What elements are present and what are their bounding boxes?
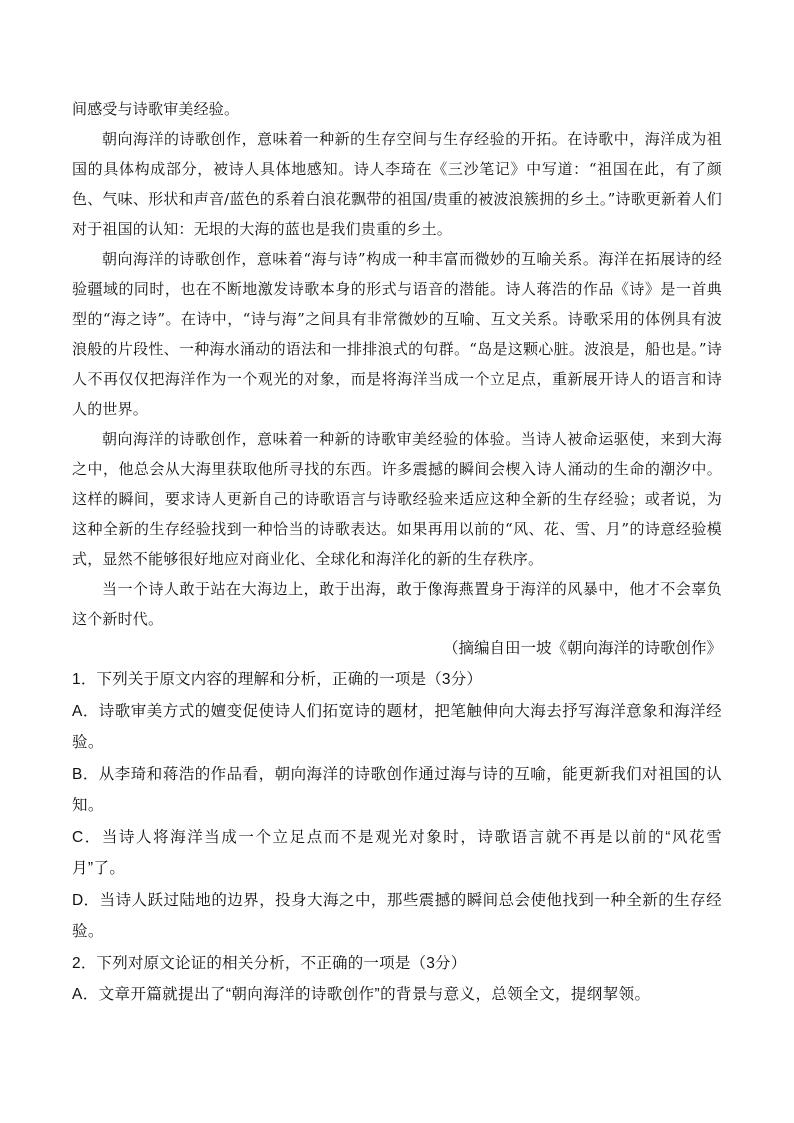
question-option: D．当诗人跃过陆地的边界，投身大海之中，那些震撼的瞬间总会使他找到一种全新的生存经验。 <box>72 891 722 940</box>
question-option: A．诗歌审美方式的嬗变促使诗人们拓宽诗的题材，把笔触伸向大海去抒写海洋意象和海洋经验。 <box>72 702 722 751</box>
question-option: A．文章开篇就提出了“朝向海洋的诗歌创作”的背景与意义，总领全文，提纲挈领。 <box>72 986 651 1003</box>
passage-paragraph: 朝向海洋的诗歌创作，意味着一种新的生存空间与生存经验的开拓。在诗歌中，海洋成为祖国的具体构成部分，被诗人具体地感知。诗人李琦在《三沙笔记》中写道：“祖国在此，有了颜色、气味、形状和声音/蓝色的系着白浪花飘带的祖国/贵重的被波浪簇拥的乡土。”诗歌更新着人们对于祖国的认知：无垠的大海的蓝也是我们贵重的乡土。 <box>72 130 722 238</box>
passage-paragraph: 间感受与诗歌审美经验。 <box>72 100 240 118</box>
passage-paragraph: 当一个诗人敢于站在大海边上，敢于出海，敢于像海燕置身于海洋的风暴中，他才不会辜负这个新时代。 <box>72 580 722 628</box>
passage-source: （摘编自田一坡《朝向海洋的诗歌创作》 <box>442 640 722 657</box>
question-stem: 2．下列对原文论证的相关分析，不正确的一项是（3分） <box>72 954 467 972</box>
passage-paragraph: 朝向海洋的诗歌创作，意味着“海与诗”构成一种丰富而微妙的互喻关系。海洋在拓展诗的经验疆域的同时，也在不断地激发诗歌本身的形式与语音的潜能。诗人蒋浩的作品《诗》是一首典型的“海之诗”。在诗中，“诗与海”之间具有非常微妙的互喻、互文关系。诗歌采用的体例具有波浪般的片段性、一种海水涌动的语法和一排排浪式的句群。“岛是这颗心脏。波浪是，船也是。”诗人不再仅仅把海洋作为一个观光的对象，而是将海洋当成一个立足点，重新展开诗人的语言和诗人的世界。 <box>72 250 722 418</box>
question-option: C．当诗人将海洋当成一个立足点而不是观光对象时，诗歌语言就不再是以前的“风花雪月”了。 <box>72 828 722 877</box>
question-stem: 1．下列关于原文内容的理解和分析，正确的一项是（3分） <box>72 671 483 688</box>
document-page <box>72 94 722 1011</box>
question-option: B．从李琦和蒋浩的作品看，朝向海洋的诗歌创作通过海与诗的互喻，能更新我们对祖国的认知。 <box>72 765 722 814</box>
passage-paragraph: 朝向海洋的诗歌创作，意味着一种新的诗歌审美经验的体验。当诗人被命运驱使，来到大海之中，他总会从大海里获取他所寻找的东西。许多震撼的瞬间会楔入诗人涌动的生命的潮汐中。这样的瞬间，要求诗人更新自己的诗歌语言与诗歌经验来适应这种全新的生存经验；或者说，为这种全新的生存经验找到一种恰当的诗歌表达。如果再用以前的“风、花、雪、月”的诗意经验模式，显然不能够很好地应对商业化、全球化和海洋化的新的生存秩序。 <box>72 430 722 568</box>
